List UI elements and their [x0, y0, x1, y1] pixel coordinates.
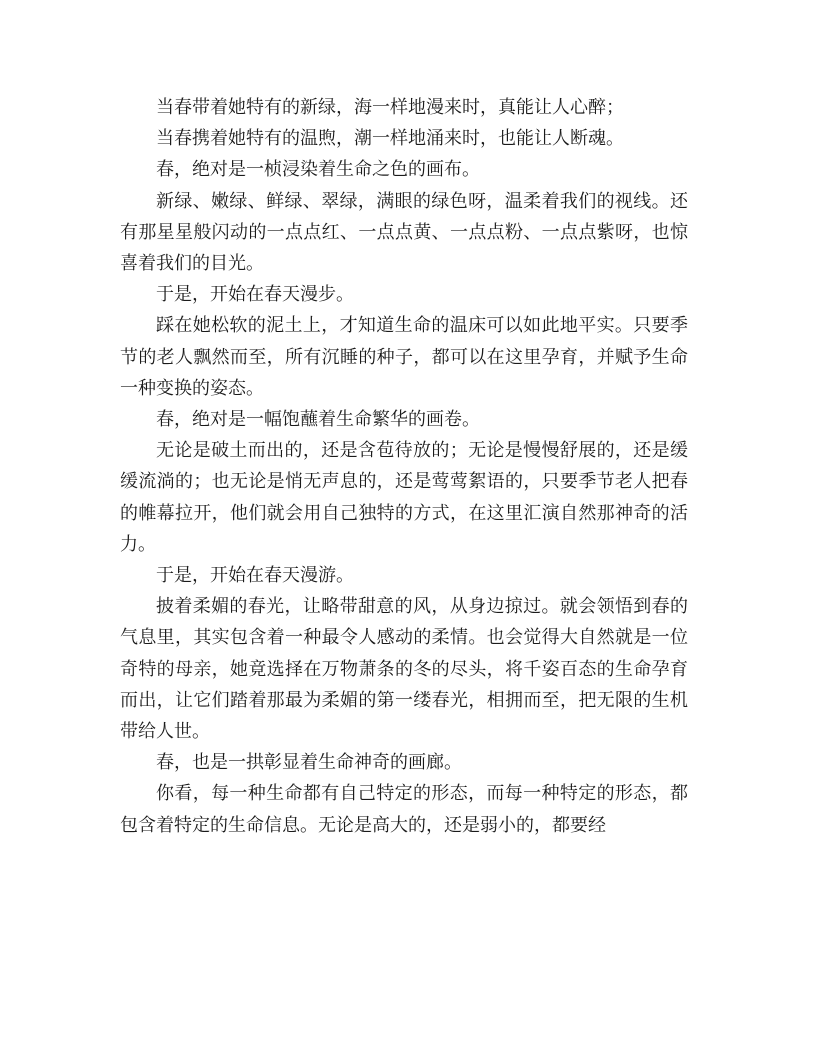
- paragraph: 当春带着她特有的新绿，海一样地漫来时，真能让人心醉；: [156, 97, 624, 118]
- paragraph: 于是，开始在春天漫步。: [156, 284, 354, 306]
- paragraph: 披着柔媚的春光，让略带甜意的风，从身边掠过。就会领悟到春的气息里，其实包含着一种最令人感动的柔情。也会觉得大自然就是一位奇特的母亲，她竟选择在万物萧条的冬的尽头，将千姿百态的生命孕育而出，让它们踏着那最为柔媚的第一缕春光，相拥而至，把无限的生机带给人世。: [120, 596, 688, 743]
- paragraph: 无论是破土而出的，还是含苞待放的；无论是慢慢舒展的，还是缓缓流淌的；也无论是悄无声息的，还是莺莺絮语的，只要季节老人把春的帷幕拉开，他们就会用自己独特的方式，在这里汇演自然那神奇的活力。: [120, 440, 688, 555]
- paragraph: 当春携着她特有的温煦，潮一样地涌来时，也能让人断魂。: [156, 128, 624, 150]
- paragraph: 于是，开始在春天漫游。: [156, 565, 354, 587]
- paragraph: 新绿、嫩绿、鲜绿、翠绿，满眼的绿色呀，温柔着我们的视线。还有那星星般闪动的一点点红、一点点黄、一点点粉、一点点紫呀，也惊喜着我们的目光。: [120, 190, 688, 275]
- document-body: [120, 92, 688, 841]
- paragraph: 踩在她松软的泥土上，才知道生命的温床可以如此地平实。只要季节的老人飘然而至，所有沉睡的种子，都可以在这里孕育，并赋予生命一种变换的姿态。: [120, 315, 688, 399]
- paragraph: 你看，每一种生命都有自己特定的形态，而每一种特定的形态，都包含着特定的生命信息。无论是高大的，还是弱小的，都要经: [120, 783, 688, 836]
- paragraph: 春，绝对是一桢浸染着生命之色的画布。: [156, 159, 480, 181]
- paragraph: 春，绝对是一幅饱蘸着生命繁华的画卷。: [156, 409, 480, 431]
- paragraph: 春，也是一拱彰显着生命神奇的画廊。: [156, 752, 462, 774]
